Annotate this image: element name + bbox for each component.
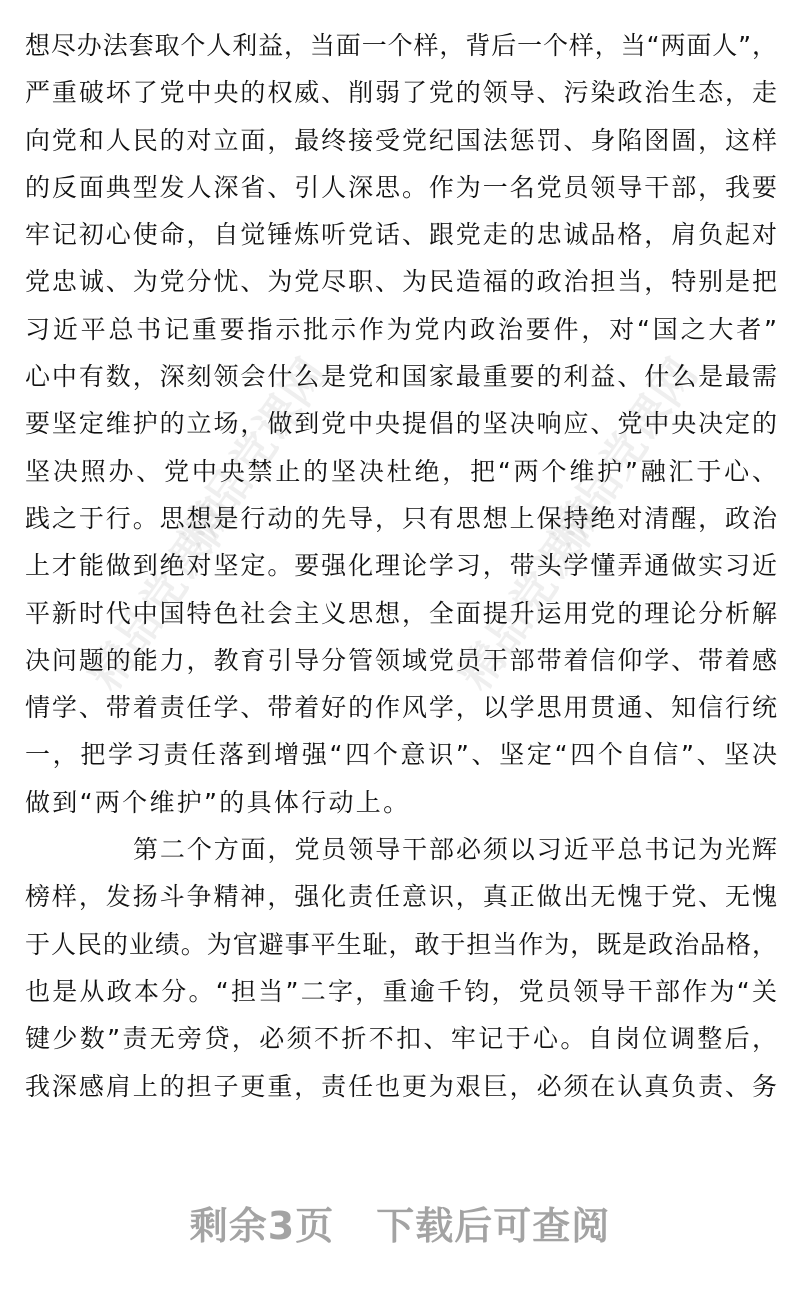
text-line: 想尽办法套取个人利益，当面一个样，背后一个样，当“两面人”， (25, 31, 777, 60)
text-line: 牢记初心使命，自觉锤炼听党话、跟党走的忠诚品格，肩负起对 (25, 220, 777, 250)
watermark: 精品党课网 (449, 489, 618, 700)
text-line: 于人民的业绩。为官避事平生耻，敢于担当作为，既是政治品格， (25, 929, 777, 959)
watermark: 精品党课网 (169, 349, 338, 560)
document-body (25, 22, 777, 1110)
text-line: 我深感肩上的担子更重，责任也更为艰巨，必须在认真负责、务 (25, 1071, 777, 1101)
text-line: 要坚定维护的立场，做到党中央提倡的坚决响应、党中央决定的 (25, 409, 777, 439)
download-to-view-label[interactable]: 下载后可查阅 (376, 1204, 611, 1248)
text-line: 党忠诚、为党分忧、为党尽职、为民造福的政治担当，特别是把 (25, 267, 777, 297)
text-line: 习近平总书记重要指示批示作为党内政治要件，对“国之大者” (25, 314, 777, 344)
download-prompt-banner[interactable] (0, 1195, 800, 1250)
text-line: 上才能做到绝对坚定。要强化理论学习，带头学懂弄通做实习近 (25, 551, 777, 581)
text-line: 也是从政本分。“担当”二字，重逾千钧，党员领导干部作为“关 (25, 976, 777, 1006)
text-line: 键少数”责无旁贷，必须不折不扣、牢记于心。自岗位调整后， (25, 1024, 777, 1054)
text-line: 心中有数，深刻领会什么是党和国家最重要的利益、什么是最需 (25, 362, 777, 392)
text-line: 的反面典型发人深省、引人深思。作为一名党员领导干部，我要 (25, 172, 777, 202)
text-line: 榜样，发扬斗争精神，强化责任意识，真正做出无愧于党、无愧 (25, 882, 777, 912)
text-line: 平新时代中国特色社会主义思想，全面提升运用党的理论分析解 (25, 598, 777, 628)
text-line: 坚决照办、党中央禁止的坚决杜绝，把“两个维护”融汇于心、 (25, 456, 777, 486)
text-line: 做到“两个维护”的具体行动上。 (25, 787, 411, 817)
text-line: 践之于行。思想是行动的先导，只有思想上保持绝对清醒，政治 (25, 503, 777, 533)
watermark: 精品党课网 (79, 489, 248, 700)
watermark: 精品党课网 (539, 349, 708, 560)
text-line: 情学、带着责任学、带着好的作风学，以学思用贯通、知信行统 (25, 693, 777, 723)
text-line: 向党和人民的对立面，最终接受党纪国法惩罚、身陷囹圄，这样 (25, 125, 777, 155)
text-line: 一，把学习责任落到增强“四个意识”、坚定“四个自信”、坚决 (25, 740, 777, 770)
text-line: 决问题的能力，教育引导分管领域党员干部带着信仰学、带着感 (25, 645, 777, 675)
paragraph-start-line: 第二个方面，党员领导干部必须以习近平总书记为光辉 (133, 835, 777, 865)
text-line: 严重破坏了党中央的权威、削弱了党的领导、污染政治生态，走 (25, 78, 777, 108)
remaining-pages-label: 剩余3页 (189, 1204, 335, 1248)
